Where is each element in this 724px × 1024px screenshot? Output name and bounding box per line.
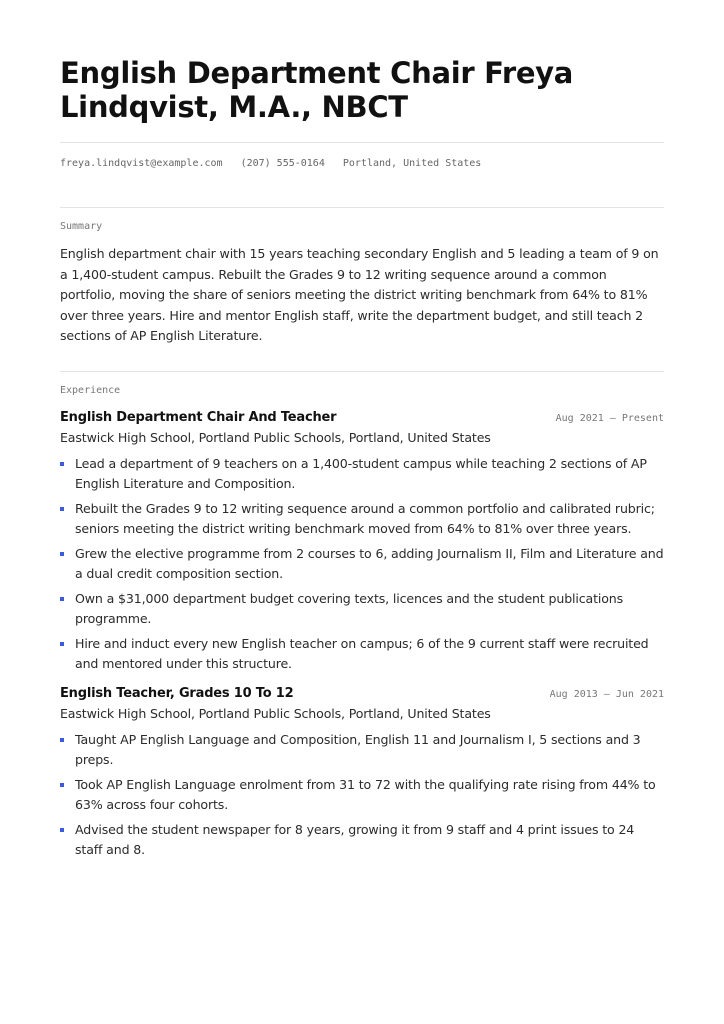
summary-text: English department chair with 15 years teaching secondary English and 5 leading a team of 9 on a 1,400-student campus. Rebuilt the Grades 9 to 12 writing sequence around a common portfolio, moving the share of seniors meeting the district writing benchmark from 64% to 81% over three years. Hire and mentor English staff, write the department budget, and still teach 2 sections of AP English Literature. xyxy=(60,246,659,343)
job-bullets xyxy=(60,454,664,674)
experience-divider xyxy=(60,371,664,372)
bullet-text: Taught AP English Language and Composition, English 11 and Journalism I, 5 sections and 3 preps. xyxy=(75,731,641,767)
bullet-square-icon xyxy=(60,507,64,511)
bullet-square-icon xyxy=(60,552,64,556)
bullet-item xyxy=(60,589,664,629)
bullet-text: Grew the elective programme from 2 courses to 6, adding Journalism II, Film and Literature and a dual credit composition section. xyxy=(75,545,664,581)
bullet-square-icon xyxy=(60,738,64,742)
bullet-square-icon xyxy=(60,462,64,466)
bullet-item xyxy=(60,634,664,674)
bullet-square-icon xyxy=(60,597,64,601)
contact-line xyxy=(60,153,664,175)
job-bullets xyxy=(60,730,664,860)
bullet-text: Took AP English Language enrolment from 31 to 72 with the qualifying rate rising from 44% to 63% across four cohorts. xyxy=(75,776,656,812)
job-organization: Eastwick High School, Portland Public Schools, Portland, United States xyxy=(60,705,491,721)
email[interactable]: freya.lindqvist@example.com xyxy=(60,158,223,169)
job-entry xyxy=(60,684,664,860)
bullet-item xyxy=(60,544,664,584)
bullet-item xyxy=(60,730,664,770)
job-title: English Department Chair And Teacher xyxy=(60,409,337,425)
job-header xyxy=(60,684,664,704)
summary-label: Summary xyxy=(60,221,103,232)
job-header xyxy=(60,408,664,428)
job-organization: Eastwick High School, Portland Public Schools, Portland, United States xyxy=(60,429,491,445)
bullet-text: Advised the student newspaper for 8 years, growing it from 9 staff and 4 print issues to 24 staff and 8. xyxy=(75,821,635,857)
resume-page xyxy=(60,56,664,870)
bullet-item xyxy=(60,775,664,815)
bullet-text: Own a $31,000 department budget covering texts, licences and the student publications programme. xyxy=(75,590,624,626)
location: Portland, United States xyxy=(342,158,482,169)
job-dates: Aug 2021 — Present xyxy=(555,412,664,424)
bullet-text: Lead a department of 9 teachers on a 1,400-student campus while teaching 2 sections of AP English Literature and Composition. xyxy=(75,455,647,491)
summary-divider xyxy=(60,207,664,208)
job-dates: Aug 2013 — Jun 2021 xyxy=(549,688,664,700)
bullet-item xyxy=(60,499,664,539)
resume-name-title: English Department Chair Freya Lindqvist, M.A., NBCT xyxy=(60,56,574,124)
bullet-text: Rebuilt the Grades 9 to 12 writing sequence around a common portfolio and calibrated rubric; seniors meeting the district writing benchmark moved from 64% to 81% over three years. xyxy=(75,500,655,536)
bullet-square-icon xyxy=(60,828,64,832)
job-title: English Teacher, Grades 10 To 12 xyxy=(60,685,294,701)
phone: (207) 555-0164 xyxy=(240,158,325,169)
bullet-square-icon xyxy=(60,783,64,787)
header-divider xyxy=(60,142,664,143)
bullet-item xyxy=(60,454,664,494)
bullet-text: Hire and induct every new English teacher on campus; 6 of the 9 current staff were recruited and mentored under this structure. xyxy=(75,635,649,671)
job-entry xyxy=(60,408,664,674)
bullet-item xyxy=(60,820,664,860)
bullet-square-icon xyxy=(60,642,64,646)
experience-label: Experience xyxy=(60,384,121,396)
